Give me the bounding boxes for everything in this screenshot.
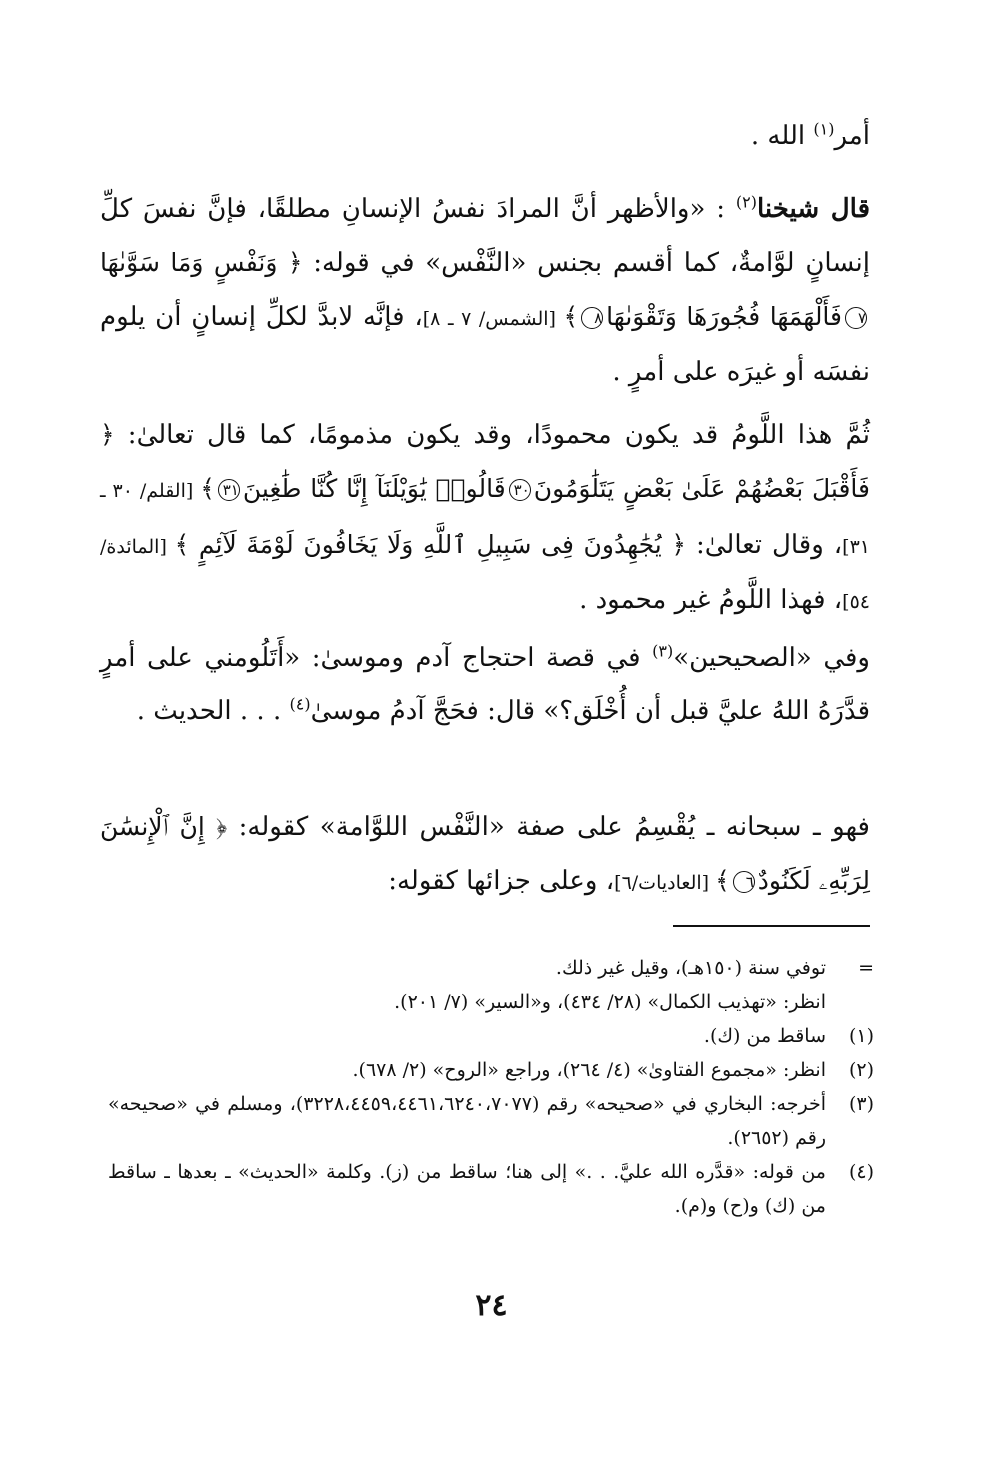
paragraph-text: ، وقال تعالىٰ: <box>686 530 843 560</box>
paragraph-text: ، فهذا اللَّومُ غير محمود . <box>579 585 843 615</box>
paragraph-text: أمر <box>834 121 870 151</box>
footnote-number: (١) <box>848 1025 874 1047</box>
footnote-item <box>108 951 874 985</box>
ayah-number-marker: ٦ <box>733 871 755 893</box>
footnote-item <box>108 1053 874 1087</box>
paragraph-text: وفي «الصحيحين» <box>673 643 870 673</box>
footnote-number: (٣) <box>848 1093 874 1115</box>
paragraph-text: ، وعلى جزائها كقوله: <box>388 866 615 896</box>
quran-verse: فَأَلْهَمَهَا فُجُورَهَا وَتَقْوَىٰهَا <box>606 302 842 331</box>
footnote-divider <box>673 925 870 927</box>
ayah-number-marker: ٧ <box>845 307 867 329</box>
paragraph-blame-types <box>100 408 870 629</box>
quran-verse: ﴿ يُجَٰهِدُونَ فِى سَبِيلِ ٱللَّهِ وَلَا يَخَافُونَ لَوْمَةَ لَآئِمٍ ﴾ <box>174 530 687 559</box>
ayah-number-marker: ٣٠ <box>509 479 531 501</box>
footnote-marker[interactable]: (٢) <box>735 192 757 212</box>
page-number: ٢٤ <box>475 1288 508 1323</box>
footnote-marker[interactable]: (١) <box>813 119 835 139</box>
paragraph-text: . . . الحديث . <box>136 696 290 726</box>
paragraph-text: الله . <box>750 121 814 151</box>
footnote-text: ساقط من (ك). <box>703 1025 826 1047</box>
footnote-marker[interactable]: (٣) <box>652 641 674 661</box>
verse-reference: [القلم/ ٣٠ ـ ٣١] <box>100 480 870 558</box>
verse-reference: [العاديات/٦] <box>614 872 716 894</box>
ayah-number-marker: ٨ <box>581 307 603 329</box>
paragraph-oath <box>100 800 870 910</box>
footnote-item <box>108 1019 874 1053</box>
paragraph-text: ، فإنَّه لابدَّ لكلِّ إنسانٍ أن يلوم نفسَه أو غيرَه على أمرٍ . <box>100 302 870 387</box>
quran-verse: قَالُوا۟ يَٰوَيْلَنَآ إِنَّا كُنَّا طَٰغِينَ <box>242 474 506 503</box>
verse-reference: [المائدة/ ٥٤] <box>100 536 870 613</box>
footnote-item <box>108 1155 874 1223</box>
paragraph-continuation <box>100 110 870 163</box>
footnote-item <box>108 1087 874 1155</box>
footnote-item <box>108 985 874 1019</box>
footnotes <box>108 951 874 1223</box>
verse-reference: [الشمس/ ٧ ـ ٨] <box>422 308 564 330</box>
quran-verse: ﴿ إِنَّ ٱلْإِنسَٰنَ لِرَبِّهِۦ لَكَنُودٌ <box>100 812 870 895</box>
quran-verse: ﴿ فَأَقْبَلَ بَعْضُهُمْ عَلَىٰ بَعْضٍ يَتَلَٰوَمُونَ <box>100 420 870 503</box>
quran-bracket: ﴾ <box>563 302 579 331</box>
footnote-text: انظر: «مجموع الفتاوىٰ» (٤/ ٢٦٤)، وراجع «الروح» (٢/ ٦٧٨). <box>352 1059 826 1081</box>
paragraph-sahihain <box>100 632 870 738</box>
quran-verse: ﴿ وَنَفْسٍ وَمَا سَوَّىٰهَا <box>100 248 303 277</box>
quran-bracket: ﴾ <box>715 866 730 895</box>
footnote-text: انظر: «تهذيب الكمال» (٢٨/ ٤٣٤)، و«السير» (٧/ ٢٠١). <box>394 991 826 1013</box>
paragraph-text: : «والأظهر أنَّ المرادَ نفسُ الإنسانِ مطلقًا، فإنَّ نفسَ كلِّ إنسانٍ لوَّامةٌ، كما أقسم بجنس «النَّفْس» في قوله: <box>100 194 870 278</box>
footnote-number: = <box>858 957 874 979</box>
paragraph-text: فهو ـ سبحانه ـ يُقْسِمُ على صفة «النَّفْس اللوَّامة» كقوله: <box>227 812 870 842</box>
paragraph-sheikh-quote <box>100 183 870 399</box>
ayah-number-marker: ٣١ <box>218 479 240 501</box>
paragraph-text: ثُمَّ هذا اللَّومُ قد يكون محمودًا، وقد يكون مذمومًا، كما قال تعالىٰ: <box>114 420 870 450</box>
footnote-text: من قوله: «قدَّره الله عليَّ. . .» إلى هنا؛ ساقط من (ز). وكلمة «الحديث» ـ بعدها ـ ساقط من (ك) و(ح) و(م). <box>108 1161 826 1217</box>
footnote-marker[interactable]: (٤) <box>289 694 311 714</box>
footnote-text: أخرجه: البخاري في «صحيحه» رقم (٣٢٢٨،٤٤٥٩،٤٤٦١،٦٢٤٠،٧٠٧٧)، ومسلم في «صحيحه» رقم (٢٦٥٢). <box>108 1093 826 1149</box>
footnote-text: توفي سنة (١٥٠هـ)، وقيل غير ذلك. <box>555 957 826 979</box>
footnote-number: (٤) <box>848 1161 874 1183</box>
paragraph-lead: قال شيخنا <box>756 194 870 224</box>
footnote-number: (٢) <box>848 1059 874 1081</box>
quran-bracket: ﴾ <box>200 474 215 503</box>
paragraph-text: في قصة احتجاج آدم وموسىٰ: «أَتَلُومني على أمرٍ قدَّرَهُ اللهُ عليَّ قبل أن أُخْلَق؟» قال: فحَجَّ آدمُ موسىٰ <box>100 643 870 726</box>
